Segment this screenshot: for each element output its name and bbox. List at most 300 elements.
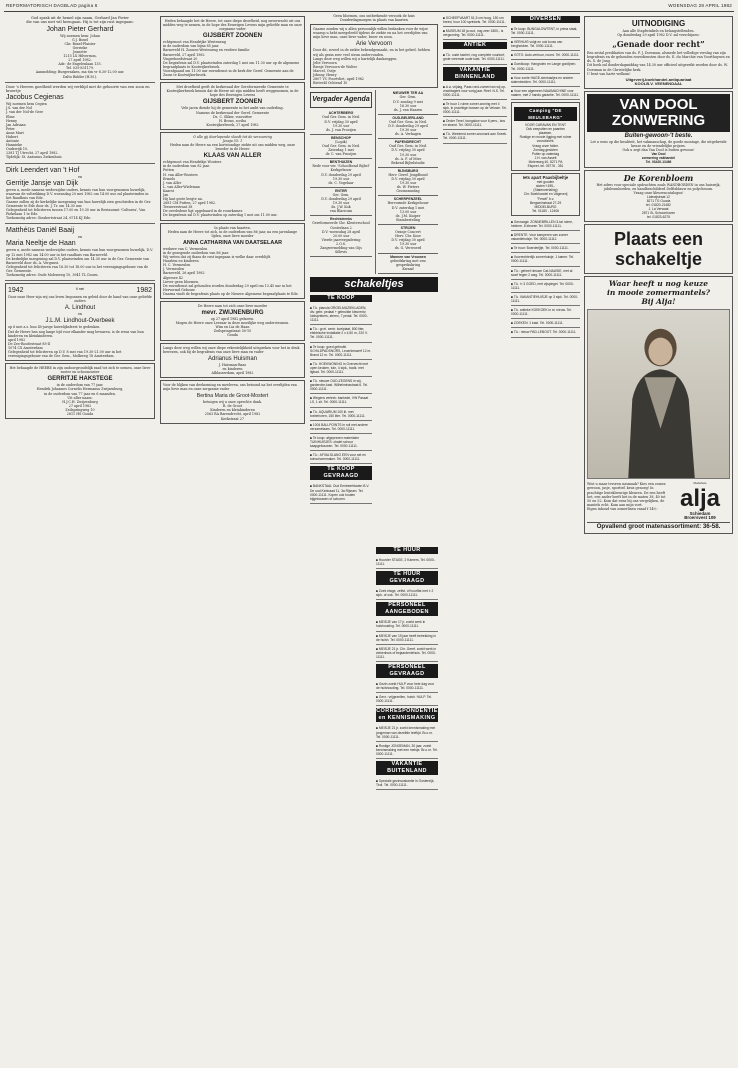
zonwering-name: ZONWERING — [611, 111, 706, 129]
section-heading: CORRESPONDENTIE en KENNISMAKING — [376, 708, 438, 722]
church-list — [310, 110, 372, 257]
page-header-right: WOENSDAG 28 APRIL 1982 — [668, 3, 732, 8]
notice-text — [163, 40, 302, 77]
alja-address: Broersvest 109 — [684, 515, 716, 521]
column-1 — [5, 14, 155, 1062]
text-line: G.J. Boxel — [72, 37, 88, 42]
church-detail: gebedskring met een — [390, 258, 426, 263]
church-detail: gesprekskring — [396, 262, 420, 267]
notice-name: ANNA CATHARINA VAN DAATSELAAR — [182, 239, 283, 246]
text-line: Zeilspringweg 10 — [65, 407, 95, 412]
text-line: Kootwijkerbroek, 27 april 1982 — [206, 122, 259, 127]
church-place: OUD-BEIJERLAND — [392, 115, 424, 120]
classified-ad: ■ Wegens vertrek: bankstel, VW Passat LS, 1 zit. Tel. 0000-11111. — [310, 394, 372, 407]
text-line: Tel. 03420-13466 — [645, 160, 672, 165]
classified-ad: ■ Te koop: goed gebruikt SCHILDPADSNORS, Leuerkeswerf 12 m. Brand 12 m. Tel. 0000-11111. — [310, 343, 372, 360]
notice-death-vandaatselaar — [160, 223, 305, 299]
notice-wedding-vanthof — [5, 164, 155, 225]
text-line: Ermelo — [163, 176, 176, 181]
classified-ad: ■ VERHUIS volgt en ook bouw van berghokken. Tel. 0000-11111. — [511, 38, 580, 51]
church-detail: 19.30 uur — [332, 201, 350, 206]
section-heading: TE HUUR — [376, 547, 438, 554]
text-line: Jelte Vervoorn — [313, 60, 337, 65]
text-line: weduwe van C. Vermeulen — [163, 246, 208, 251]
text-line: Barneveld H. Zoonen-Westeneng en verdere familie — [163, 48, 250, 53]
text-line: Bij Alja! — [641, 297, 676, 307]
classified-ad: ■ T.k. oude kachel, nog complete vuurkorf, grote vreemde oude kast. Tel. 0000-11111. — [443, 51, 507, 64]
text-line: Marcel, Ootje — [313, 68, 336, 73]
notice-text — [163, 85, 302, 97]
ad-plaats-schakeltje — [584, 224, 733, 274]
church-detail: ds. A. F. of Mier — [394, 156, 422, 161]
text-line: Lidewijstraat 12 — [647, 194, 670, 199]
classified-ad: ■ 1004 BALLPOINTS in ruil met andere verzamelaars. Tel. 0000-11111. — [310, 421, 372, 434]
church-service — [310, 110, 372, 134]
church-detail: Oranje Concert — [395, 230, 421, 235]
text-line: Gelegenheid tot feliciteren tussen 17.00 en 19.30 uur in Restaurant 'Culturea', Van Piekelaan 1 te Ede. — [6, 208, 146, 217]
text-line: Tel. 01180 - 12406 — [531, 208, 560, 213]
text-line: H. C. Vermeulen — [163, 263, 191, 268]
church-place: SCHERPENZEEL — [393, 197, 423, 202]
church-service — [378, 139, 438, 168]
church-detail: Gereformeerde Chr. Kleuterschool — [312, 221, 370, 226]
church-place: BENTHUIZEN — [329, 160, 353, 165]
text-line: 2381 TJ Utrecht, 27 april 1982. — [6, 151, 59, 156]
text-line: J. van Aller — [163, 180, 182, 185]
church-place: ENTER — [335, 188, 347, 193]
church-detail: Oud Ger. Gem. in Ned. — [389, 144, 427, 149]
classified-ad: ■ MEISJE van 19 jaar heeft betrekking in de huish. Tel. 0000-11111. — [376, 632, 438, 645]
text-line: Johnny, Henry — [313, 73, 337, 78]
korenbloem-text — [587, 183, 730, 195]
notice-anniversary-lindhout — [5, 283, 155, 361]
notice-text — [8, 383, 152, 416]
ad-list — [443, 83, 507, 144]
notice-text — [163, 346, 302, 354]
text-line: H. Brons, scriba — [218, 118, 247, 123]
classified-ad: ■ MEISJE 21 jr. zoekt kennismaking met jongeman van dezelfde leeftijd. Br.o.nr. Tel. 0000-11111. — [376, 724, 438, 741]
classified-ad: ■ Zoek etage, zelfst. of huurflat met ± 2 slpk. of ook. Tel. 0000-11111. — [376, 587, 438, 600]
notice-text: en — [77, 235, 83, 240]
church-detail: Zaterdag 1 mei — [328, 148, 354, 153]
text-line: Voorafgaand om 11.00 uur rouwdienst in de kerk der Geref. Gemeente aan de Zoom te Kootwijkerbroek. — [163, 68, 294, 78]
text-line: God sprak uit de hemel zijn naam, Gerhard Jan Pieter — [31, 16, 129, 20]
text-line: geven u, mede namens wederzijdse ouders, kennis van hun voorgenomen huwelijk, waarvan de voltrekking D.V. woensdag 20 mei 1982 om 14.00 uur zal plaatsvinden in het Raadhuis van Ede. — [6, 187, 149, 200]
notice-text: Door 's Heeren goedheid werden wij verblijd met de geboorte van een zoon en broertje — [6, 84, 150, 93]
section-heading: TE KOOP GEVRAAGD — [310, 466, 372, 480]
camping-heading: Camping "DE MEULEBARG" — [514, 107, 577, 121]
classified-ad: ■ Gevr.: vrijgezellen, huish. HULP. Tel. 0000-11111. — [376, 693, 438, 706]
ad-list — [376, 587, 438, 600]
text-line: Peter — [6, 126, 15, 131]
text-line: Liever geen bloemen. — [163, 279, 200, 284]
ad-list — [376, 556, 438, 569]
text-line: In plaats van kaarten. — [214, 225, 251, 230]
text-line: Gouda — [227, 333, 238, 338]
church-place: Rechtstreeks — [330, 217, 352, 222]
notice-text — [310, 14, 438, 22]
church-detail: Bekend Bijbelstudie — [391, 160, 425, 165]
header-rule — [4, 11, 734, 12]
page-header-left: REFORMATORISCH DAGBLAD pagina 6 — [6, 3, 98, 8]
text-line: De begrafenis zal D.V. plaatsvinden zaterdag 1 mei om 11.30 uur op de algemene begraafplaats te Kootwijkerbroek. — [163, 60, 300, 69]
notice-text — [6, 34, 154, 79]
church-detail: D.V. vrijdag 30 april — [391, 148, 425, 153]
vandool-text — [587, 140, 730, 152]
church-place: Mannen van Vrouwen — [390, 254, 426, 259]
notice-name: Gerritje Jansje van Dijk — [6, 179, 78, 187]
text-line: Voor de blijken van deelneming en meeleven, ons betoond na het overlijden van mijn lieve man en onze zorgzame vader — [163, 383, 297, 392]
woman-photo — [587, 309, 730, 479]
ad-korenbloem — [584, 170, 733, 223]
notice-wedding-baaij — [5, 224, 155, 281]
text-line: H.J.C.H. Zwijzenburg — [62, 399, 98, 404]
alja-footer: Opvallend groot matenassortiment: 36-58. — [587, 522, 730, 531]
notice-text: Door onze Heer zijn wij ons leven begonnen en geleid door de hand van onze geliefde ouders — [8, 295, 152, 304]
notice-death-vanaller — [160, 132, 305, 221]
notice-name: Matthéüs Daniël Baaij — [6, 227, 75, 235]
text-line: Zondag gesloten — [533, 147, 558, 152]
text-line: Het adres voor speciale opdrachten zoals WANDBORDEN in ons huiswijk, jubileumborden, en handbeschilderd Delftsblauw en polychroom. — [596, 182, 721, 191]
church-detail: 19.30 uur — [399, 242, 417, 247]
church-service — [310, 188, 372, 217]
alja-title — [587, 279, 730, 306]
church-detail: Ger. Gem. — [399, 95, 417, 100]
text-line: Uitgeverij-boekhandel-antiquariaat — [625, 76, 692, 82]
alja-logo-box — [670, 482, 730, 520]
ad-list — [511, 218, 580, 338]
church-service — [378, 254, 438, 274]
text-line: Oudewijk 10, — [6, 147, 29, 152]
church-services-right — [375, 90, 438, 274]
text-line: J. Vermeulen — [163, 267, 185, 272]
text-line: Anne Mart — [6, 130, 24, 135]
text-line: 1215 LX Hilversum, — [63, 54, 97, 59]
classified-ad: ■ DRENTE. Voor kamperen van zomer vakantiehuisje. Tel. 0000-11111. — [511, 231, 580, 244]
ads-te-koop — [310, 295, 372, 504]
church-detail: D.V. zaterdag 1 mei — [391, 205, 425, 210]
notice-text — [6, 188, 154, 221]
notice-name: mevr. ZWIJNENBURG — [201, 310, 264, 317]
classified-ad: ■ Onder Texel, bungalow voor 6 pers., bos en strand. Tel. 0000-11111. — [443, 117, 507, 130]
church-detail: Herv. Chr. Koor — [395, 234, 421, 239]
camping-text — [514, 123, 577, 168]
church-place: STRIJEN — [400, 225, 416, 230]
notice-text — [6, 248, 154, 277]
text-line: Heden nam de Heere tot zich, in de ouderdom van 86 jaar, na een jarenlange lijden, onze lieve moeder — [167, 229, 298, 238]
text-line: 8271 TG Gouda — [646, 198, 671, 203]
notice-name: GIJSBERT ZOONEN — [202, 32, 263, 40]
church-detail: van Blaricum — [329, 209, 353, 214]
ad-list — [443, 14, 507, 40]
text-line: De rouwdienst zal gehouden worden donderdag 29 april om 13.45 uur in het Hervormd Gebouw. — [163, 283, 292, 292]
text-line: Barneveld, 26 april 1982 — [163, 271, 205, 276]
text-line: De Heere nam tot zich onze lieve moeder — [197, 303, 268, 308]
classified-ad: ■ Te koop: afgeprezen materialen TUINHUISJES: chalet schuur kaapgebouwen. Tel. 0000-11111. — [310, 434, 372, 451]
ad-list — [376, 618, 438, 662]
church-detail: Oud Ger. Gem. in Ned. — [389, 119, 427, 124]
text-line: Uit aller naam: — [67, 395, 93, 400]
notice-text — [313, 27, 435, 39]
church-detail: Rede voor ver. 'Schoolbond Bijbel' — [312, 164, 370, 169]
classified-ad: ■ MEISJE 21 jr. Chr. Geref. zoekt werk in ziekenhuis of bejaardentehuis. Tel. 0000-11111. — [376, 645, 438, 662]
text-line: KOOLB.V. VEENENDAAL — [634, 80, 683, 86]
text-line: Daarna vindt de begrafenis plaats op de Nieuwe Algemene begraafplaats te Ede. — [163, 291, 299, 296]
column-5 — [443, 14, 507, 1062]
ad-list — [376, 724, 438, 759]
text-line: Kerkstraat 27 — [221, 416, 244, 421]
text-line: 1074 CX Amsterdam — [8, 345, 43, 350]
classified-ad: ■ MUSEUM 18 ja oud, nog zeer 1800,- is vergunning. Tel. 0000-11111. — [443, 27, 507, 40]
text-line: H. van Aller-Wouters — [163, 172, 198, 177]
text-line: Tijdelijk: St. Antonius Ziekenhuis — [6, 155, 62, 160]
classified-ad: ■ A.a. vrijdag, Paas rond-zomer/van wij op-vrachtagent voor vorig jaar. Reef. N.S. Tel. 0000-11111. — [443, 83, 507, 100]
text-line: tel. 01820-21482 — [646, 202, 671, 207]
classified-ad: ■ Huurder STAGE, 2 Kamers, Tel. 0000-11111. — [376, 556, 438, 569]
church-detail: D.V. zondag 9 mei — [393, 99, 423, 104]
notice-name: Jacobus Cegienas — [6, 94, 64, 102]
text-line: echtgenoot van Hendrijke Westeneng — [163, 40, 226, 45]
text-line: op 6 mei a.s. hun 40-jarige huwelijksfeest te gedenken. — [8, 325, 101, 330]
uitnodiging-sub — [587, 29, 730, 37]
text-line: tel. 01823-6275 — [647, 215, 670, 220]
classified-ad: ■ T.k.: geheel nieuwe Cat-NAUSIE, met al scarf tegen 2 wag. Tel. 0000-11111. — [511, 267, 580, 280]
text-line: Putter op zaterdag — [531, 151, 560, 156]
classified-ad: ■ T.k. Weekend zomer-woonark aan Sneek. Tel. 0000-11111. — [443, 130, 507, 143]
text-line: Hendrik Johannes Cornelis Hermanus Zwijzenburg, — [36, 387, 124, 392]
text-line: De kerkelijke inzegening zal D.V. plaatsvinden om 14.30 uur in de Ger. Gemeente van Barneveld door ds. A. Vergunst. — [6, 256, 150, 265]
church-detail: 19.30 uur — [399, 128, 417, 133]
classified-ad: ■ ZOEKEN: 1 kast. Tel. 0000-11111. — [511, 319, 580, 328]
church-detail: Oud Ger. Gem. in Ned. — [322, 115, 360, 120]
text-line: Toekomstig adres: Oude Molenweg 10, 3941 TL Doorn. — [6, 273, 99, 278]
text-line: De overledene ligt opgebaard in de rouwkamer. — [163, 209, 243, 214]
notice-text: Het behaagde de HEERE in zijn ondoorgrondelijk raad tot zich te nemen, onze lieve zuster en schoonzuster — [9, 366, 151, 375]
korenbloem-logo: De Korenbloem — [623, 172, 694, 183]
text-line: Jan — [163, 193, 169, 197]
notice-year: 1942 — [8, 287, 24, 295]
text-line: Alblasserdam, april 1982 — [211, 370, 254, 375]
church-detail: (Lopik) — [335, 139, 347, 144]
alja-city: Schiedam — [689, 511, 711, 517]
text-line: met gouden — [536, 180, 555, 185]
church-detail: ds. A. Verhagen — [394, 132, 422, 137]
text-line: Namens de kerkeraad der Geref. Gemeente — [195, 110, 270, 115]
church-detail: Gezinszondag — [396, 189, 420, 194]
church-detail: ds. J.W. Kok — [331, 205, 351, 210]
text-line: Wist u maar tevoren nasmaak? Kies een zomer, gewoon, jasje, sportief, keus genoeg! In prachtige lenteklerurige kleuren. De een heeft het, een ander heeft het in de maten 38, 40 tot 50 en 52. Kom dat eens bij ons vergelijken, de mantels echt. Kom aan mijn voet. — [587, 482, 667, 507]
text-line: 2807 VC Poortvliet, april 1982 — [313, 77, 364, 82]
text-line: Langs deze weg willen wij onze diepe erkentelijkheid uitspreken voor het in deuk bewezen, ook bij de begrafenis van onze lieve man en vader — [163, 345, 300, 354]
text-line: (Statenvertaling) — [533, 188, 558, 193]
ad-list — [443, 51, 507, 64]
text-line: J.H. van Asselt — [534, 155, 557, 160]
text-line: Jeanette — [73, 49, 87, 54]
church-detail: D.V. vrijdag 30 april — [391, 238, 425, 243]
notice-text — [163, 226, 302, 238]
notice-text — [163, 400, 302, 420]
text-line: J. La Verwaal — [648, 207, 669, 212]
vandool-slogan: Buiten-gewoon-'t beste. — [624, 132, 693, 139]
classified-ad: ■ T.k. VAKANTIEHUISJE op 3 slpk. Tel. 0000-11111. — [511, 293, 580, 306]
text-line: Molenweg 40, 8271 PA — [528, 159, 563, 164]
church-service — [378, 168, 438, 197]
text-line: J. Huisman-Baas — [218, 362, 247, 367]
text-line: Wij weten dat zij thans de rust ingegaan is welke daar overblijft. — [163, 255, 272, 260]
church-detail: Zangvermelding van Gijs — [320, 246, 362, 251]
text-line: die van ons niet wil heengaan. Hij is tot zijn rust ingegaan: — [26, 20, 134, 25]
text-line: Chr. Boxel-Plaisier — [64, 41, 96, 46]
ad-vandool — [584, 91, 733, 168]
notice-thanks-degroot — [160, 380, 305, 424]
notice-text — [163, 304, 302, 308]
text-line: Gaarne zouden wij u allen persoonlijk willen bedanken voor de wijze waarop u hebt meegeleefd tijdens de ziekte en na het overlijden van mijn lieve man, onze lieve vader, broer en zoon. — [313, 27, 428, 40]
church-place: NIEUWER TER AA — [392, 91, 424, 96]
church-detail: 2.O.S. — [336, 241, 346, 246]
church-detail: D.V. donderdag 29 april — [321, 172, 361, 177]
church-service — [310, 216, 372, 257]
classified-ad: ■ Te huur: Boerderijtje, Tel. 0000-11111. — [511, 244, 580, 253]
text-line: 27 april 1982 — [68, 403, 92, 408]
section-heading: PERSONEEL GEVRAAGD — [376, 664, 438, 678]
text-line: zonwering vakhandel — [641, 156, 676, 161]
church-detail: Kwaad — [402, 266, 414, 271]
text-line: Antonie — [6, 139, 19, 144]
notice-name: Maria Neeltje de Haan — [6, 240, 76, 248]
notice-name: Adrianus Huisman — [207, 355, 258, 362]
ad-paasbijbeltje — [511, 173, 580, 216]
church-detail: ds. J.M. Kuiper — [395, 213, 421, 218]
notice-name: Bertina Maria de Groot-Mostert — [196, 393, 269, 400]
text-line: Gelegenheid tot feliciteren van 16.30 tot 18.00 uur in het verenigingsgebouw van de Ger. Gemeente. — [6, 264, 148, 273]
classified-ad: ■ T.k. antieke KOEKOEK in st. nieuw. Tel. 0000-11111. — [511, 306, 580, 319]
text-line: Op donderdag 29 april 1982 D.V. zal verschijnen: — [617, 33, 700, 38]
church-detail: D.V. vrijdag 30 april — [324, 119, 358, 124]
alja-modehuis: Modehuis — [693, 481, 707, 486]
korenbloem-address — [587, 195, 730, 220]
church-service — [378, 225, 438, 254]
vergader-agenda-logo: Vergader Agenda — [310, 92, 372, 108]
notice-name: GIJSBERT ZOONEN — [202, 98, 263, 106]
text-line: R. de Groot — [222, 404, 243, 409]
text-line: Wij noemen hem: Johan — [60, 33, 100, 38]
text-line: Gerrieke — [72, 45, 88, 50]
notice-text — [6, 102, 154, 159]
church-detail: Sillevis — [335, 250, 347, 255]
classified-ad: ■ Voor zoete HAGE-sienkastjes en andere stalenbedden. Tel. 0000-11111. — [511, 74, 580, 87]
text-line: Teeuwerstraat 38 — [163, 205, 193, 210]
church-service — [310, 135, 372, 159]
notice-text: en — [77, 174, 83, 179]
classified-ad: ■ T.k. pianola ORGELMUZIEKLADEN; div. gebr. pedaal + gebruikte kleurentv, luidsprekers, stereo, 7 pedal. Tel. 0000-11111. — [310, 304, 372, 325]
text-line: plaatsen. — [538, 131, 553, 136]
classified-ad: ■ T.k.: AFVALSLANG EEN voor set en tuinschoenmaker. Tel. 0000-11111. — [310, 451, 372, 464]
text-line: Aanmelding: Burgerzaken, ma t/m vr 8.30-12.00 uur. — [35, 70, 125, 75]
text-line: "Ferwil" b.v. — [536, 196, 555, 201]
notice-text — [163, 19, 302, 31]
classified-ad: ■ T.k.: nieuw PAD-LEBOOT. Tel. 0000-11111. — [511, 328, 580, 337]
column-4-lower — [376, 545, 438, 1060]
notice-death-zwijnenburg — [160, 301, 305, 341]
notice-quote — [163, 135, 302, 143]
classified-ad: ■ T.k. nieuwe OUD-ZEGENS in wij-garderobe-kast. Wilhelminastraat 6. Tel. 0000-11111. — [310, 377, 372, 394]
text-line: Elspeet, tel. 05778 - 351 — [527, 163, 564, 168]
notice-text — [163, 247, 302, 296]
text-line: Henny — [6, 118, 17, 123]
section-heading: VAKANTIE BINNENLAND — [443, 67, 507, 81]
classified-ad: ■ BANKSTAAL Oud Eenbeerbladen B.V. De oud Kerkraad 11, 3a Rijssen. Tel. 0000-11111. Kopen ook houten bijgebouwen of schuren. — [310, 482, 372, 503]
notice-birth-jacobus — [5, 83, 155, 164]
kool-name — [587, 78, 730, 86]
church-detail: 19.30 uur — [399, 181, 417, 186]
text-line: Adr.: de Engelenlaan 135. — [58, 62, 102, 67]
text-line: Wim en Lia de Haan — [215, 325, 250, 330]
notice-text — [313, 48, 435, 85]
text-line: in de gezegende ouderdom van 86 jaar. — [163, 250, 229, 255]
text-line: Waar heeft u nog keuze — [608, 279, 709, 289]
text-line: Hannieke — [6, 143, 23, 148]
text-line: Ook zeepotten en paarden — [525, 127, 566, 132]
section-heading: TE HUUR GEVRAAGD — [376, 571, 438, 585]
church-detail: 19.30 uur — [399, 152, 417, 157]
church-detail: Oosterlaan 2 — [330, 225, 352, 230]
text-line: Gaarne zullen zij de kerkelijke inzegening van hun huwelijk zien geschieden in de Ger. Gemeente te Ede door ds. J. Tr. om 14.30 uur. — [6, 199, 151, 208]
notice-name: KLAAS VAN ALLER — [203, 152, 262, 160]
church-detail: ds. G. Verwoerd — [394, 246, 422, 251]
church-place: PAPENDRECHT — [394, 140, 422, 145]
text-line: L. van Aller-Wieleman — [163, 184, 200, 189]
text-line: Algersee 42 — [163, 275, 183, 280]
woman-figure-icon — [588, 310, 729, 478]
text-line: Eigen inhoud van zomerlinea vanaf f 149,- — [587, 506, 658, 511]
text-line: Eline — [6, 114, 15, 119]
ad-uitnodiging — [584, 16, 733, 89]
text-line: betuigen wij u onze oprechte dank. — [203, 400, 262, 405]
church-services-left — [310, 90, 372, 274]
text-line: Wij noemen hem Cegien — [6, 102, 47, 107]
classified-ad: ■ Gevraagd: ZONNEBRILLEN 3-tal ruime, heldere, 8 kleuren Tel. 0000-11111. — [511, 218, 580, 231]
text-line: De Zee-Roodestraat 85-II — [8, 341, 51, 346]
text-line: Hubert — [6, 134, 18, 139]
vandool-address — [587, 152, 730, 164]
text-line: Tel. 035-831179. — [65, 66, 95, 71]
ad-list — [310, 482, 372, 503]
church-service — [310, 159, 372, 188]
bijbel-text — [514, 180, 577, 213]
section-heading: DIVERSEN — [511, 16, 580, 23]
text-line: 2681 CM Putten, 27 april 1982. — [163, 201, 217, 206]
notice-text — [163, 143, 302, 151]
text-line: Geen bloemen, ons ontbrekende verzoek de huis — [333, 14, 415, 18]
text-line: De begrafenis zal D.V. plaatsvinden op zaterdag 1 mei om 11.00 uur. — [163, 213, 278, 218]
church-detail: 20.00 uur — [332, 233, 350, 238]
text-line: Haarlem en kinderen — [163, 259, 199, 264]
text-line: Rienje Vervoorn-de Wolter — [313, 64, 358, 69]
classified-ad: ■ T.k. AQUARIUM 100 lit. met toebehoren, 150 liter. Tel. 0000-11111. — [310, 408, 372, 421]
section-heading: VAKANTIE BUITENLAND — [376, 761, 438, 775]
classified-ad: ■ T.k. HOEKWONING in Overvecht met open keuken, tuin, 4 slpk., badk. met ligbad. Tel. 0000-11111. — [310, 360, 372, 377]
text-line: in de ouderdom van 77 jaar en 6 maanden. — [44, 391, 116, 396]
text-line: 2871 SL Schoonhoven — [641, 211, 676, 216]
text-line: Dat de Heere hen nog lange tijd voor elkander mag bewaren, is de wens van hun kinderen en kleinkinderen. — [8, 329, 144, 338]
notice-text — [6, 16, 154, 25]
church-detail: Stambesteling — [395, 217, 421, 222]
alja-logo: alja — [679, 485, 721, 513]
text-line: Gelegenheid tot feliciteren op D.V. 8 mei van 19.30-21.00 uur in het verenigingsgebouw van de Ger. Gem., Molkweg 18 Amsterdam. — [8, 349, 122, 359]
notice-name: Dirk Leendert van 't Hof — [6, 166, 80, 174]
text-line: Kaarst — [163, 188, 174, 193]
uitnodiging-heading: UITNODIGING — [631, 19, 686, 28]
